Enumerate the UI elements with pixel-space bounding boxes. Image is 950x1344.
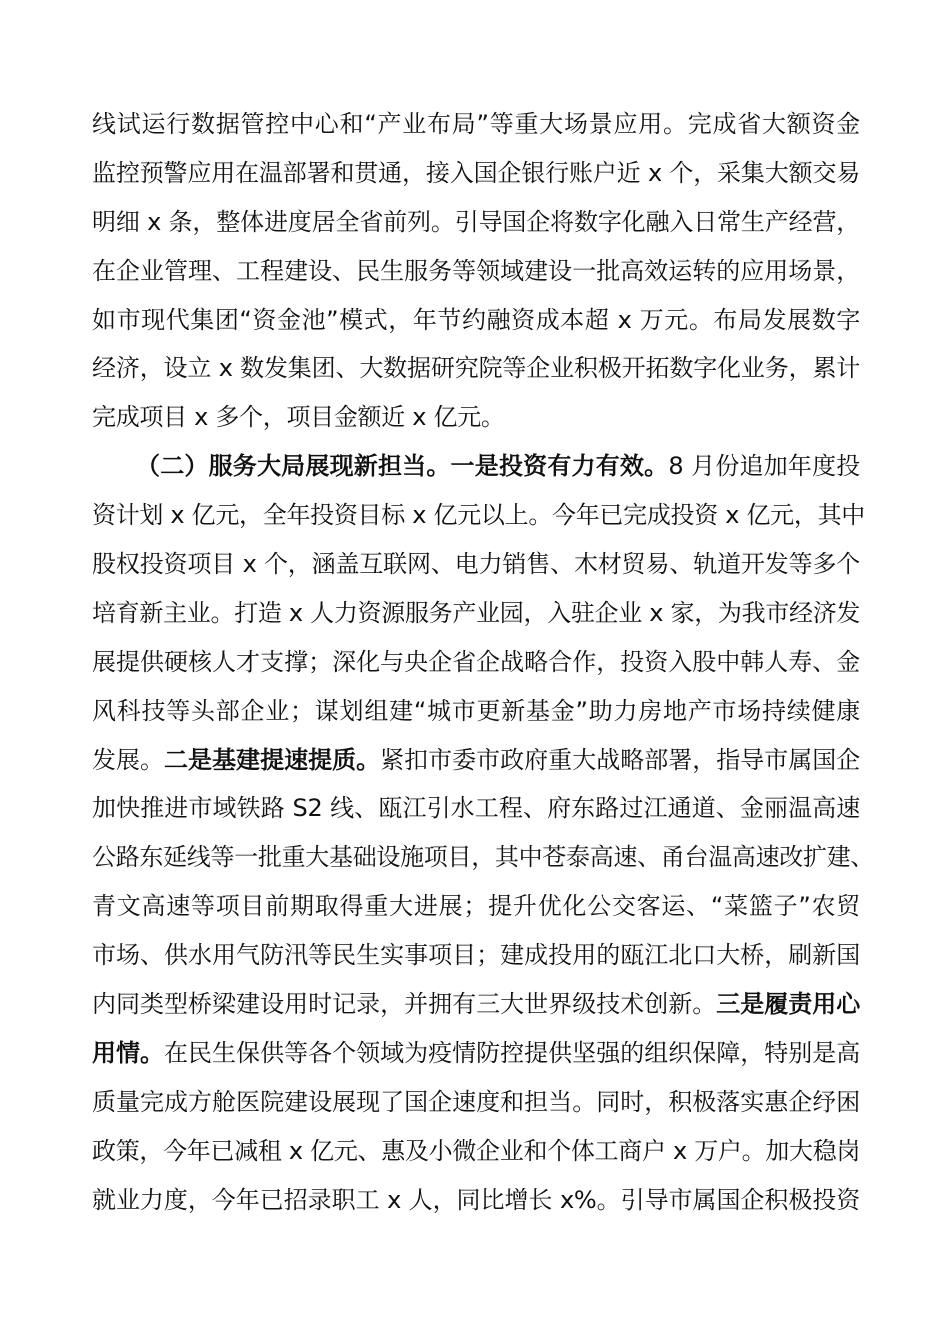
text-line [92,491,865,540]
text-line [92,687,860,736]
text-run: 资计划 x 亿元，全年投资目标 x 亿元以上。今年已完成投资 x 亿元，其中 [92,501,865,530]
text-run: 培育新主业。打造 x 人力资源服务产业园，入驻企业 x 家，为我市经济发 [92,598,861,627]
text-run: 公路东延线等一批重大基础设施项目，其中苍泰高速、甬台温高速改扩建、 [92,843,875,872]
text-line [92,149,860,198]
text-run: 内同类型桥梁建设用时记录，并拥有三大世界级技术创新。 [92,990,717,1019]
text-run: 风科技等头部企业；谋划组建“城市更新基金”助力房地产市场持续健康 [92,696,860,725]
text-line [92,784,860,833]
text-line [92,931,860,980]
text-run: 经济，设立 x 数发集团、大数据研究院等企业积极开拓数字化业务，累计 [92,354,860,383]
text-run: 在民生保供等各个领域为疫情防控提供坚强的组织保障，特别是高 [164,1038,860,1067]
text-line [92,589,860,638]
text-line [92,100,860,149]
text-run: 加快推进市域铁路 S2 线、瓯江引水工程、府东路过江通道、金丽温高速 [92,794,860,823]
section-heading: （二）服务大局展现新担当。一是投资有力有效。 [136,452,669,481]
text-run: 质量完成方舱医院建设展现了国企速度和担当。同时，积极落实惠企纾困 [92,1087,860,1116]
text-run: 完成项目 x 多个，项目金额近 x 亿元。 [92,403,505,432]
text-run: 青文高速等项目前期取得重大进展；提升优化公交客运、“菜篮子”农贸 [92,892,860,921]
text-run: 政策，今年已减租 x 亿元、惠及小微企业和个体工商户 x 万户。加大稳岗 [92,1136,861,1165]
text-run: 8 月份追加年度投 [668,452,861,481]
text-line [92,1176,860,1225]
text-line [92,1078,860,1127]
text-line [92,736,860,785]
text-run: 线试运行数据管控中心和“产业布局”等重大场景应用。完成省大额资金 [92,110,860,138]
text-line [92,296,860,345]
text-run: 展提供硬核人才支撑；深化与央企省企战略合作，投资入股中韩人寿、金 [92,647,860,676]
bold-run: 三是履责用心 [716,990,860,1019]
text-line [92,882,860,931]
text-run: 股权投资项目 x 个，涵盖互联网、电力销售、木材贸易、轨道开发等多个 [92,550,860,579]
document-page [92,100,875,1224]
bold-run: 用情。 [92,1038,165,1067]
text-run: 紧扣市委市政府重大战略部署，指导市属国企 [380,745,860,774]
text-line [92,980,860,1029]
text-line [92,1029,860,1078]
text-run: 市场、供水用气防汛等民生实事项目；建成投用的瓯江北口大桥，刷新国 [92,941,860,970]
text-line [92,247,860,296]
text-run: 如市现代集团“资金池”模式，年节约融资成本超 x 万元。布局发展数字 [92,305,860,334]
text-line [92,833,875,882]
text-line [92,638,860,687]
text-run: 就业力度，今年已招录职工 x 人，同比增长 x%。引导市属国企积极投资 [92,1185,860,1214]
bold-run: 二是基建提速提质。 [164,745,381,774]
section-heading-line [92,442,860,491]
text-line [92,1127,860,1176]
text-run: 在企业管理、工程建设、民生服务等领域建设一批高效运转的应用场景， [92,256,860,285]
text-line [92,198,860,247]
text-line [92,344,860,393]
text-run: 发展。 [92,745,165,774]
text-run: 明细 x 条，整体进度居全省前列。引导国企将数字化融入日常生产经营， [92,207,860,236]
text-line [92,540,860,589]
text-line [92,393,860,442]
text-run: 监控预警应用在温部署和贯通，接入国企银行账户近 x 个，采集大额交易 [92,158,860,187]
